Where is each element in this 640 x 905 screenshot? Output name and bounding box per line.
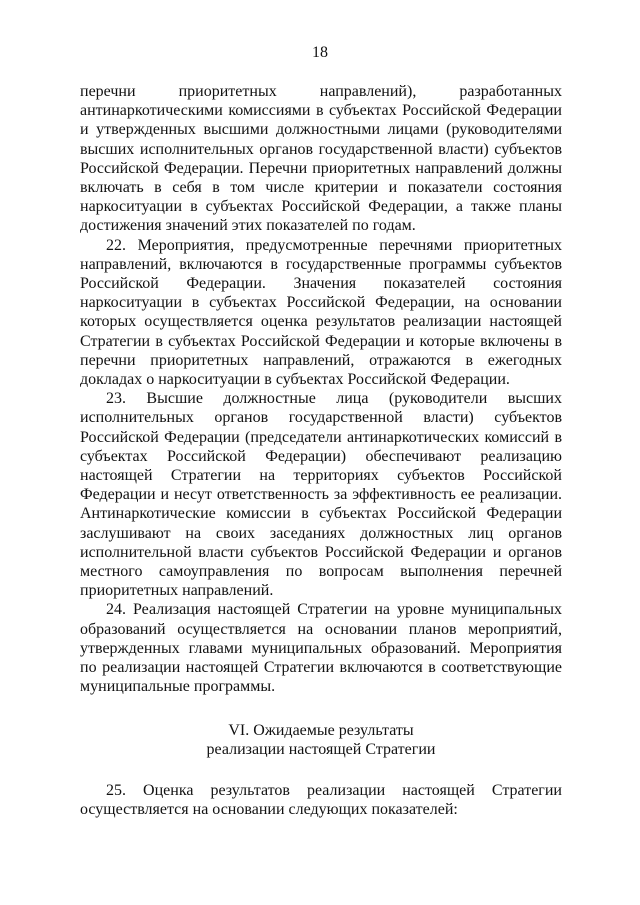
page-number: 18	[312, 44, 328, 61]
paragraph-24: 24. Реализация настоящей Стратегии на уровне муниципальных образований осуществляется на основании планов мероприятий, утвержденных главами муниципальных образований. Мероприятия по реализации настоящей Стратегии включаются в соответствующие муниципальные программы.	[80, 601, 562, 696]
paragraph-23: 23. Высшие должностные лица (руководители высших исполнительных органов государственной власти) субъектов Российской Федерации (председатели антинаркотических комиссий в субъектах Российской Федерации) обеспечивают реализацию настоящей Стратегии на территориях субъектов Российской Федерации и несут ответственность за эффективность ее реализации. Антинаркотические комиссии в субъектах Российской Федерации заслушивают на своих заседаниях должностных лиц органов исполнительной власти субъектов Российской Федерации и органов местного самоуправления по вопросам выполнения перечней приоритетных направлений.	[80, 390, 562, 600]
paragraph-continuation: перечни приоритетных направлений), разработанных антинаркотическими комиссиями в субъектах Российской Федерации и утвержденных высшими должностными лицами (руководителями высших исполнительных органов государственной власти) субъектов Российской Федерации. Перечни приоритетных направлений должны включать в себя в том числе критерии и показатели состояния наркоситуации в субъектах Российской Федерации, а также планы достижения значений этих показателей по годам.	[80, 83, 562, 235]
document-body	[80, 82, 562, 819]
section-heading	[80, 721, 562, 759]
paragraph-22: 22. Мероприятия, предусмотренные перечнями приоритетных направлений, включаются в государственные программы субъектов Российской Федерации. Значения показателей состояния наркоситуации в субъектах Российской Федерации, на основании которых осуществляется оценка результатов реализации настоящей Стратегии в субъектах Российской Федерации и которые включены в перечни приоритетных направлений, отражаются в ежегодных докладах о наркоситуации в субъектах Российской Федерации.	[80, 236, 562, 389]
section-heading-line-1: VI. Ожидаемые результаты	[228, 721, 414, 739]
paragraph-25: 25. Оценка результатов реализации настоящей Стратегии осуществляется на основании следующих показателей:	[80, 781, 562, 819]
section-heading-line-2: реализации настоящей Стратегии	[206, 740, 436, 758]
